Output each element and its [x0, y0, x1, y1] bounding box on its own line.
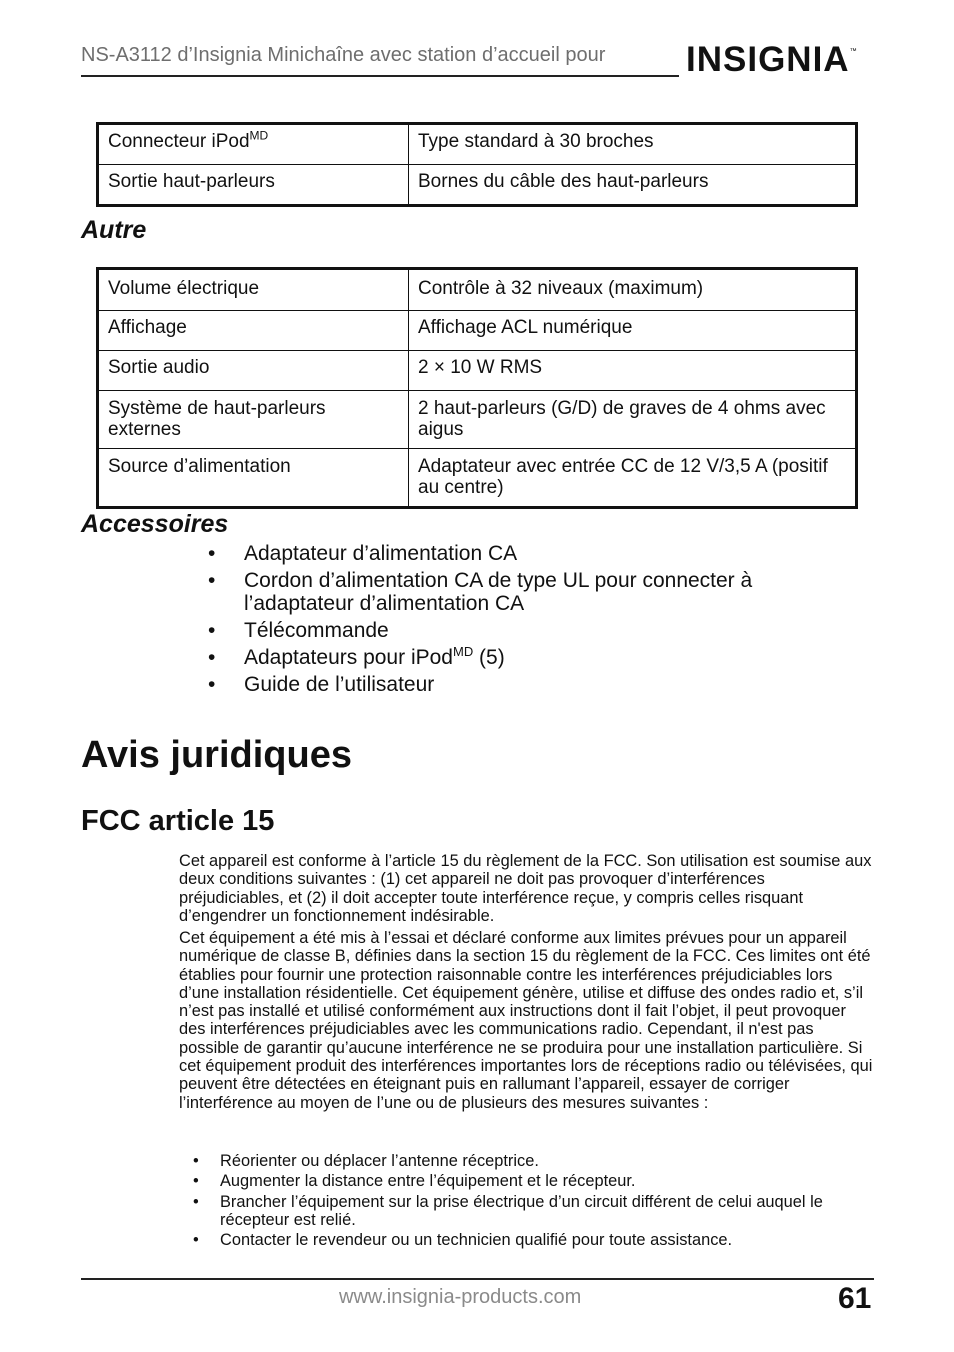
spec-table-autre — [96, 267, 858, 509]
table-row — [98, 391, 857, 449]
accessories-list — [206, 542, 826, 700]
table-cell-label: Affichage — [98, 311, 409, 351]
table-row — [98, 165, 857, 206]
legal-notices-heading: Avis juridiques — [81, 734, 352, 776]
document-header-title: NS-A3112 d’Insignia Minichaîne avec station d’accueil pour — [81, 44, 606, 66]
table-row — [98, 124, 857, 165]
bullet-icon: • — [208, 619, 216, 642]
superscript: MD — [452, 644, 474, 659]
fcc-measures-list — [192, 1152, 872, 1251]
insignia-logo — [686, 40, 858, 80]
list-item — [192, 1172, 872, 1190]
bullet-icon: • — [193, 1172, 199, 1191]
table-cell-label: Sortie audio — [98, 351, 409, 391]
fcc-paragraph-1: Cet appareil est conforme à l’article 15 du règlement de la FCC. Son utilisation est soumise aux deux conditions suivantes : (1) cet appareil ne doit pas provoquer d’interférences préjudiciables, et (2) il doit accepter toute interférence reçue, y compris celles risquant d’engendrer un fonctionnement indésirable. — [179, 852, 872, 925]
table-cell-label: Sortie haut-parleurs — [98, 165, 409, 206]
item-text: Télécommande — [244, 619, 389, 642]
table-cell-value: 2 × 10 W RMS — [409, 351, 857, 391]
table-row — [98, 311, 857, 351]
footer-rule — [81, 1278, 874, 1280]
table-cell-value: Contrôle à 32 niveaux (maximum) — [409, 269, 857, 311]
table-cell-value: Bornes du câble des haut-parleurs — [409, 165, 857, 206]
item-text: Augmenter la distance entre l’équipement et le récepteur. — [220, 1172, 636, 1191]
list-item — [206, 673, 826, 696]
table-cell-label: Volume électrique — [98, 269, 409, 311]
superscript: MD — [249, 128, 269, 143]
logo-trademark: ™ — [849, 48, 858, 55]
table-row — [98, 449, 857, 508]
item-text-after: (5) — [473, 646, 505, 669]
table-cell-label — [98, 124, 409, 165]
item-text: Réorienter ou déplacer l’antenne réceptrice. — [220, 1152, 539, 1170]
cell-text: Connecteur iPod — [108, 131, 250, 152]
list-item — [192, 1193, 872, 1230]
bullet-icon: • — [193, 1231, 199, 1250]
header-rule — [81, 75, 679, 77]
bullet-icon: • — [208, 646, 216, 669]
list-item — [206, 569, 826, 615]
item-text: Adaptateurs pour iPod — [244, 646, 453, 669]
fcc-paragraph-2: Cet équipement a été mis à l’essai et déclaré conforme aux limites prévues pour un appareil numérique de classe B, définies dans la section 15 du règlement de la FCC. Ces limites ont été établies pour fournir une protection raisonnable contre les interférences préjudiciables lors d’une installation résidentielle. Cet équipement génère, utilise et diffuse des ondes radio et, s’il n’est pas installé et utilisé conformément aux instructions dont il fait l’objet, il peut provoquer des interférences préjudiciables avec les communications radio. Cependant, il n'est pas possible de garantir qu’aucune interférence ne se produira pour une installation particulière. Si cet équipement produit des interférences importantes lors de réceptions radio ou télévisées, qui peuvent être détectées en éteignant puis en rallumant l’appareil, essayer de corriger l’interférence au moyen de l’une ou de plusieurs des mesures suivantes : — [179, 929, 873, 1112]
page-number: 61 — [838, 1282, 872, 1315]
section-heading-autre: Autre — [81, 216, 147, 244]
bullet-icon: • — [208, 569, 216, 592]
list-item — [192, 1231, 872, 1249]
logo-text: INSIGNIA — [686, 40, 850, 79]
item-text: Adaptateur d’alimentation CA — [244, 542, 518, 565]
list-item — [192, 1152, 872, 1170]
table-cell-value: Adaptateur avec entrée CC de 12 V/3,5 A (positif au centre) — [409, 449, 857, 508]
bullet-icon: • — [208, 673, 216, 696]
item-text: Contacter le revendeur ou un technicien qualifié pour toute assistance. — [220, 1231, 733, 1250]
table-cell-label: Système de haut-parleurs externes — [98, 391, 409, 449]
table-cell-label: Source d’alimentation — [98, 449, 409, 508]
bullet-icon: • — [193, 1152, 199, 1170]
list-item — [206, 646, 826, 669]
item-text: Brancher l’équipement sur la prise électrique d’un circuit différent de celui auquel le récepteur est relié. — [220, 1192, 823, 1229]
table-cell-value: 2 haut-parleurs (G/D) de graves de 4 ohms avec aigus — [409, 391, 857, 449]
fcc-article-heading: FCC article 15 — [81, 805, 275, 837]
table-cell-value: Affichage ACL numérique — [409, 311, 857, 351]
bullet-icon: • — [208, 542, 216, 565]
table-row — [98, 269, 857, 311]
bullet-icon: • — [193, 1192, 199, 1211]
spec-table-connectors — [96, 122, 858, 207]
table-cell-value: Type standard à 30 broches — [409, 124, 857, 165]
list-item — [206, 619, 826, 642]
item-text: Cordon d’alimentation CA de type UL pour connecter à l’adaptateur d’alimentation CA — [244, 569, 753, 615]
footer-website-url: www.insignia-products.com — [339, 1286, 582, 1308]
list-item — [206, 542, 826, 565]
table-row — [98, 351, 857, 391]
section-heading-accessoires: Accessoires — [81, 510, 229, 538]
item-text: Guide de l’utilisateur — [244, 673, 435, 696]
